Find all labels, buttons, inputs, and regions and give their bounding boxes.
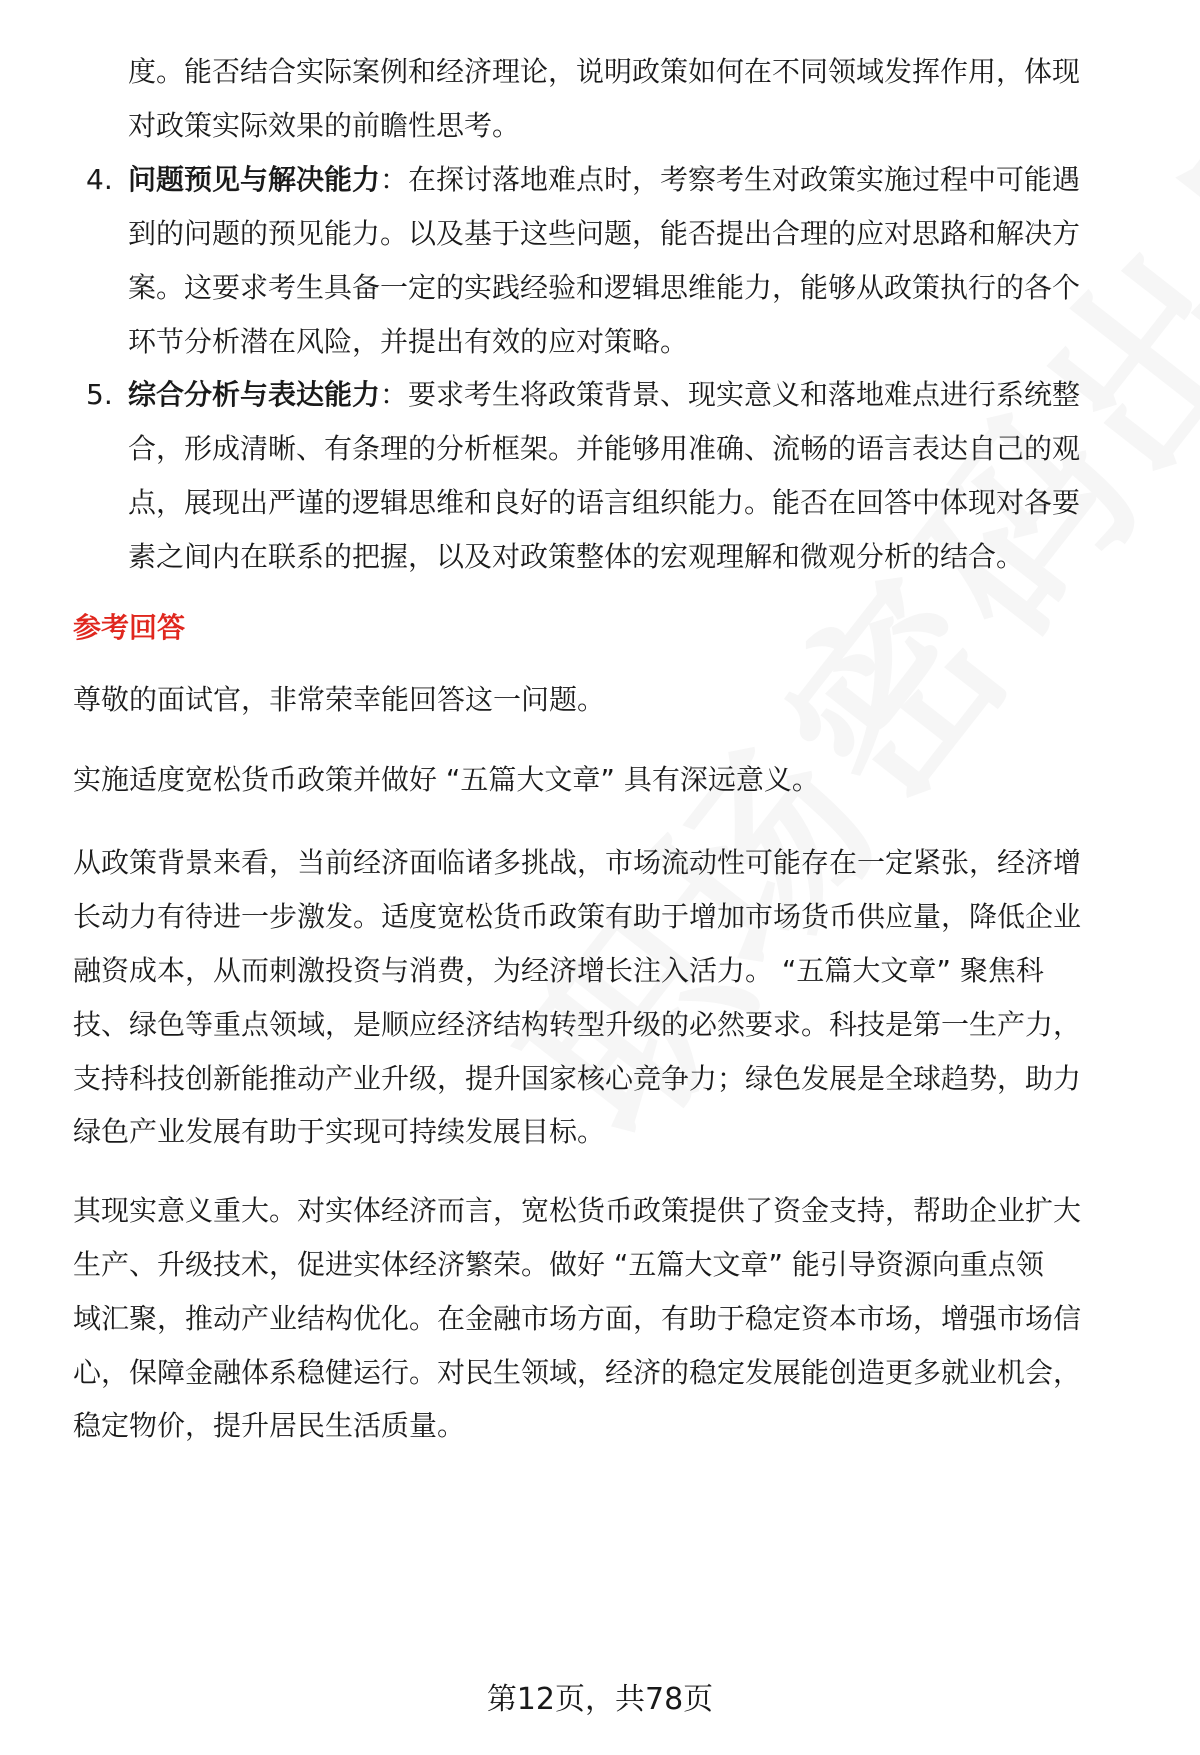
- list-item-line: 到的问题的预见能力。以及基于这些问题，能否提出合理的应对思路和解决方: [128, 217, 1081, 250]
- list-continuation-line: 度。能否结合实际案例和经济理论，说明政策如何在不同领域发挥作用，体现: [128, 55, 1081, 88]
- paragraph-line: 域汇聚，推动产业结构优化。在金融市场方面，有助于稳定资本市场，增强市场信: [73, 1302, 1082, 1335]
- paragraph-line: 稳定物价，提升居民生活质量。: [73, 1409, 466, 1442]
- list-item-line: 合，形成清晰、有条理的分析框架。并能够用准确、流畅的语言表达自己的观: [128, 432, 1081, 465]
- paragraph-line: 心，保障金融体系稳健运行。对民生领域，经济的稳定发展能创造更多就业机会，: [73, 1356, 1082, 1389]
- paragraph-line: 生产、升级技术，促进实体经济繁荣。做好 “五篇大文章” 能引导资源向重点领: [73, 1248, 1044, 1281]
- paragraph-line: 长动力有待进一步激发。适度宽松货币政策有助于增加市场货币供应量，降低企业: [73, 900, 1082, 933]
- list-continuation-line: 对政策实际效果的前瞻性思考。: [128, 109, 521, 142]
- list-item-line: 案。这要求考生具备一定的实践经验和逻辑思维能力，能够从政策执行的各个: [128, 271, 1081, 304]
- list-item-title: 综合分析与表达能力: [128, 378, 381, 411]
- list-item-text: ：在探讨落地难点时，考察考生对政策实施过程中可能遇: [380, 163, 1081, 196]
- list-item-line: 环节分析潜在风险，并提出有效的应对策略。: [128, 325, 689, 358]
- paragraph-line: 从政策背景来看，当前经济面临诸多挑战，市场流动性可能存在一定紧张，经济增: [73, 846, 1082, 879]
- paragraph-line: 其现实意义重大。对实体经济而言，宽松货币政策提供了资金支持，帮助企业扩大: [73, 1194, 1082, 1227]
- list-item-line: 素之间内在联系的把握，以及对政策整体的宏观理解和微观分析的结合。: [128, 540, 1025, 573]
- list-item-number: 4.: [86, 163, 113, 196]
- page-number-footer: 第12页，共78页: [486, 1682, 714, 1717]
- list-item-first-line: [128, 375, 1080, 415]
- paragraph-line: 支持科技创新能推动产业升级，提升国家核心竞争力；绿色发展是全球趋势，助力: [73, 1062, 1082, 1095]
- section-heading: 参考回答: [73, 611, 186, 644]
- paragraph-line: 实施适度宽松货币政策并做好 “五篇大文章” 具有深远意义。: [73, 763, 820, 796]
- list-item-line: 点，展现出严谨的逻辑思维和良好的语言组织能力。能否在回答中体现对各要: [128, 486, 1081, 519]
- list-item-text: ：要求考生将政策背景、现实意义和落地难点进行系统整: [380, 378, 1081, 411]
- paragraph-line: 绿色产业发展有助于实现可持续发展目标。: [73, 1115, 606, 1148]
- list-item-title: 问题预见与解决能力: [128, 163, 381, 196]
- paragraph-line: 技、绿色等重点领域，是顺应经济结构转型升级的必然要求。科技是第一生产力，: [73, 1008, 1082, 1041]
- list-item-number: 5.: [86, 378, 113, 411]
- paragraph-line: 融资成本，从而刺激投资与消费，为经济增长注入活力。 “五篇大文章” 聚焦科: [73, 954, 1044, 987]
- paragraph-line: 尊敬的面试官，非常荣幸能回答这一问题。: [73, 683, 606, 716]
- list-item-first-line: [128, 160, 1080, 200]
